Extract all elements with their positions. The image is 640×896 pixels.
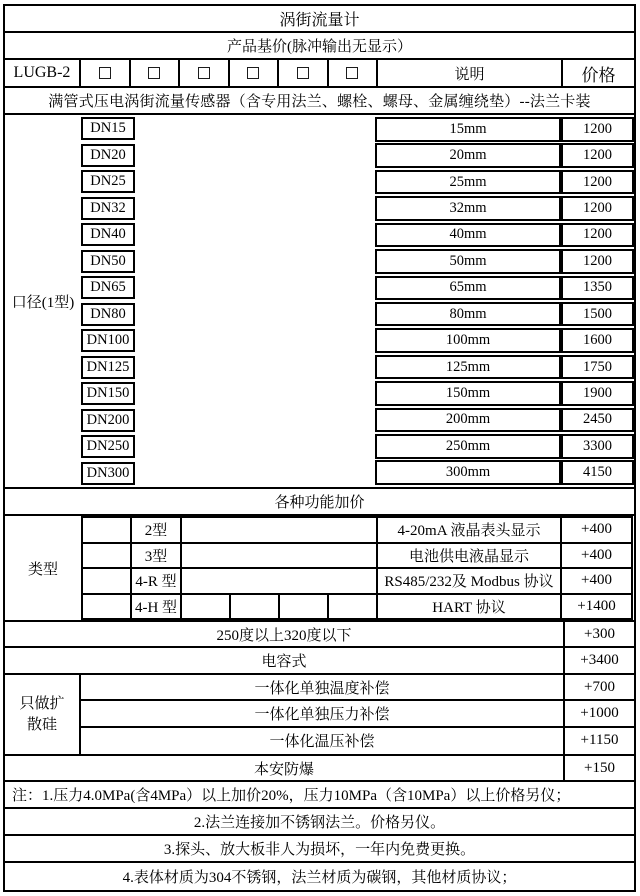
dn-size-label: 32mm [449, 200, 487, 217]
sensor-description-row: 满管式压电涡街流量传感器（含专用法兰、螺栓、螺母、金属缠绕垫）--法兰卡装 [5, 88, 634, 115]
empty-cell [229, 593, 280, 621]
dn-code-label: DN20 [90, 146, 126, 163]
diameter-section-label: 口径(1型) [11, 294, 75, 311]
dn-size-label: 300mm [445, 464, 491, 481]
dn-size-label: 15mm [449, 120, 487, 137]
type-price-cell: +400 [560, 516, 633, 544]
dn-price-value: 1200 [583, 120, 612, 137]
silicon-compensation-section [5, 675, 634, 756]
dn-price-cell [561, 302, 634, 327]
type-row [5, 516, 634, 544]
dn-price-cell [561, 196, 634, 221]
dn-code-cell [81, 409, 135, 432]
dn-price-cell [561, 223, 634, 248]
checkbox-icon [99, 67, 111, 79]
type-desc-cell: 4-20mA 液晶表头显示 [376, 516, 562, 544]
note-row: 注：1.压力4.0MPa(含4MPa）以上加价20%，压力10MPa（含10MPa）以上价格另仪； [5, 782, 634, 809]
dn-price-cell [561, 381, 634, 406]
dn-price-cell [561, 170, 634, 195]
type-row [5, 542, 634, 570]
type-section-label: 类型 [27, 561, 58, 578]
type-section [5, 516, 634, 622]
compensation-desc: 一体化单独温度补偿 [81, 675, 563, 701]
dn-size-cell [375, 117, 561, 142]
dn-size-label: 80mm [449, 305, 487, 322]
diameter-section [5, 115, 634, 489]
dn-code-label: DN150 [86, 385, 130, 402]
option-checkbox-cell [131, 60, 181, 86]
dn-code-label: DN80 [90, 305, 126, 322]
dn-size-cell [375, 196, 561, 221]
empty-cell [81, 542, 132, 570]
model-code-cell: LUGB-2 [5, 60, 81, 86]
type-price-cell: +400 [560, 542, 633, 570]
note-row: 3.探头、放大板非人为损坏，一年内免费更换。 [5, 836, 634, 863]
dn-size-label: 250mm [445, 437, 491, 454]
dn-code-cell [81, 223, 135, 246]
empty-cell [81, 593, 132, 621]
type-desc-cell: HART 协议 [376, 593, 562, 621]
dn-size-cell [375, 328, 561, 353]
dn-code-column [81, 115, 135, 487]
silicon-section-label: 只做扩散硅 [5, 675, 81, 754]
surcharge-desc: 电容式 [261, 654, 307, 670]
dn-size-cell [375, 381, 561, 406]
dn-price-cell [561, 276, 634, 301]
checkbox-icon [198, 67, 210, 79]
compensation-desc: 一体化温压补偿 [269, 734, 375, 751]
dn-price-cell [561, 434, 634, 459]
dn-price-value: 1200 [583, 252, 612, 269]
empty-cell [327, 593, 378, 621]
dn-code-cell [81, 170, 135, 193]
note-row: 2.法兰连接加不锈钢法兰。价格另仪。 [5, 809, 634, 836]
dn-code-cell [81, 250, 135, 273]
dn-price-value: 1500 [583, 305, 612, 322]
compensation-price: +1000 [563, 701, 634, 727]
dn-size-cell [375, 434, 561, 459]
dn-price-value: 1200 [583, 226, 612, 243]
dn-price-cell [561, 143, 634, 168]
option-checkbox-cell [81, 60, 131, 86]
dn-code-label: DN32 [90, 199, 126, 216]
dn-code-cell [81, 303, 135, 326]
type-row [5, 567, 634, 595]
dn-size-label: 20mm [449, 147, 487, 164]
note-row: 4.表体材质为304不锈钢，法兰材质为碳钢，其他材质协议； [122, 870, 517, 886]
compensation-price: +700 [563, 675, 634, 701]
option-checkbox-cell [329, 60, 379, 86]
checkbox-icon [346, 67, 358, 79]
type-name-cell: 2型 [130, 516, 182, 544]
dn-size-label: 150mm [445, 384, 491, 401]
type-desc-cell: RS485/232及 Modbus 协议 [376, 567, 562, 595]
model-header-row [5, 60, 634, 88]
dn-code-cell [81, 197, 135, 220]
type-price-cell: +1400 [560, 593, 633, 621]
dn-code-cell [81, 276, 135, 299]
dn-size-cell [375, 302, 561, 327]
empty-cell [81, 516, 132, 544]
surcharge-price: +150 [563, 756, 634, 780]
dn-code-label: DN125 [86, 358, 130, 375]
dn-price-value: 1750 [583, 358, 612, 375]
capacitive-surcharge-row [5, 648, 634, 675]
dn-price-cell [561, 328, 634, 353]
dn-code-cell [81, 356, 135, 379]
dn-price-cell [561, 460, 634, 485]
page-title: 涡街流量计 [5, 6, 634, 33]
price-column-header: 价格 [581, 65, 616, 85]
dn-price-value: 1600 [583, 332, 612, 349]
option-checkbox-cell [180, 60, 230, 86]
dn-price-value: 1200 [583, 200, 612, 217]
dn-price-value: 4150 [583, 464, 612, 481]
notes-section [5, 782, 634, 890]
dn-code-cell [81, 382, 135, 405]
dn-price-cell [561, 117, 634, 142]
features-surcharge-header: 各种功能加价 [5, 489, 634, 516]
dn-price-value: 2450 [583, 411, 612, 428]
type-name-cell: 4-H 型 [130, 593, 182, 621]
checkbox-icon [247, 67, 259, 79]
type-row [5, 593, 634, 621]
surcharge-desc: 250度以上320度以下 [216, 627, 352, 644]
surcharge-price: +300 [563, 622, 634, 646]
empty-cell [180, 542, 378, 570]
dn-code-label: DN25 [90, 173, 126, 190]
dn-size-label: 25mm [449, 173, 487, 190]
description-column-header: 说明 [378, 60, 563, 86]
surcharge-desc: 本安防爆 [253, 761, 314, 778]
dn-size-cell [375, 355, 561, 380]
dn-code-label: DN100 [86, 332, 130, 349]
dn-size-label: 40mm [449, 226, 487, 243]
empty-cell [81, 567, 132, 595]
dn-price-cell [561, 249, 634, 274]
dn-size-cell [375, 223, 561, 248]
empty-spacer-column [135, 115, 375, 487]
dn-code-label: DN250 [86, 438, 130, 455]
high-temp-surcharge-row [5, 622, 634, 648]
type-price-cell: +400 [560, 567, 633, 595]
dn-code-label: DN50 [90, 252, 126, 269]
dn-price-value: 3300 [583, 437, 612, 454]
dn-code-label: DN40 [90, 226, 126, 243]
dn-size-label: 50mm [449, 252, 487, 269]
dn-size-cell [375, 276, 561, 301]
exproof-surcharge-row [5, 756, 634, 782]
empty-cell [278, 593, 329, 621]
type-name-cell: 4-R 型 [130, 567, 182, 595]
dn-code-cell [81, 117, 135, 140]
dn-size-label: 65mm [449, 279, 487, 296]
dn-size-column [375, 115, 561, 487]
dn-price-value: 1200 [583, 173, 612, 190]
dn-price-cell [561, 355, 634, 380]
dn-code-cell [81, 462, 135, 485]
compensation-price: +1150 [563, 728, 634, 754]
dn-code-cell [81, 144, 135, 167]
compensation-desc: 一体化单独压力补偿 [81, 701, 563, 727]
dn-size-cell [375, 249, 561, 274]
dn-size-label: 200mm [445, 411, 491, 428]
dn-price-value: 1200 [583, 147, 612, 164]
dn-price-cell [561, 408, 634, 433]
surcharge-price: +3400 [563, 648, 634, 673]
checkbox-icon [148, 67, 160, 79]
dn-code-label: DN300 [86, 464, 130, 481]
type-desc-cell: 电池供电液晶显示 [376, 542, 562, 570]
dn-size-cell [375, 170, 561, 195]
dn-code-label: DN200 [86, 411, 130, 428]
empty-cell [180, 593, 231, 621]
dn-price-value: 1350 [583, 279, 612, 296]
dn-code-label: DN65 [90, 279, 126, 296]
empty-cell [180, 567, 378, 595]
dn-code-label: DN15 [90, 120, 126, 136]
type-name-cell: 3型 [130, 542, 182, 570]
checkbox-icon [297, 67, 309, 79]
dn-code-cell [81, 435, 135, 458]
price-table [3, 4, 636, 892]
dn-size-cell [375, 460, 561, 485]
dn-size-cell [375, 143, 561, 168]
empty-cell [180, 516, 378, 544]
dn-size-label: 125mm [445, 358, 491, 375]
base-price-subtitle: 产品基价(脉冲输出无显示） [5, 33, 634, 60]
dn-size-label: 100mm [445, 332, 491, 349]
option-checkbox-cell [279, 60, 329, 86]
option-checkbox-cell [230, 60, 280, 86]
dn-size-cell [375, 408, 561, 433]
dn-price-value: 1900 [583, 384, 612, 401]
dn-price-column [561, 115, 634, 487]
dn-code-cell [81, 329, 135, 352]
